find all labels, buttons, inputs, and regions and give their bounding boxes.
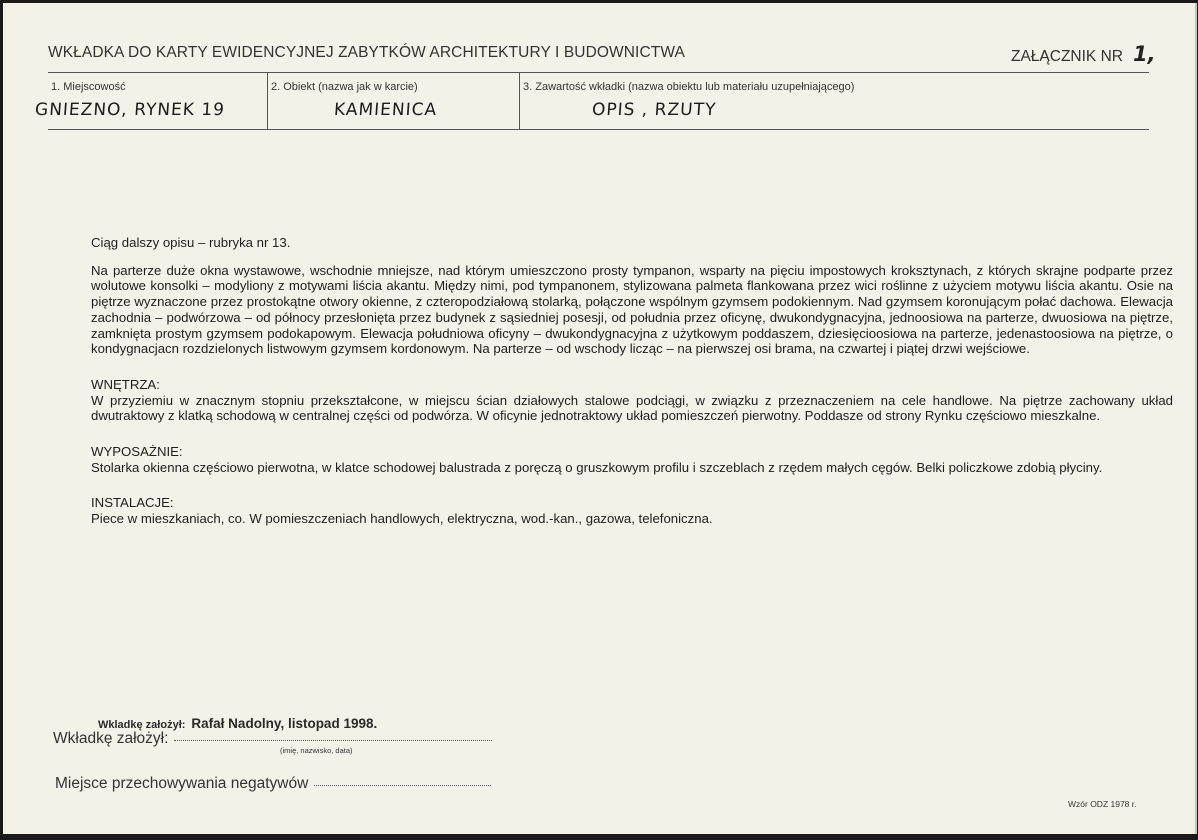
field-contents xyxy=(519,73,1149,129)
form-title: WKŁADKA DO KARTY EWIDENCYJNEJ ZABYTKÓW ARCHITEKTURY I BUDOWNICTWA xyxy=(48,44,685,61)
section-installations-text: Piece w mieszkaniach, co. W pomieszczeniach handlowych, elektryczna, wod.-kan., gazowa, telefoniczna. xyxy=(91,511,713,527)
field-object-value: KAMIENICA xyxy=(333,100,438,120)
negatives-storage-label: Miejsce przechowywania negatywów xyxy=(55,775,309,792)
field-contents-value: OPIS , RZUTY xyxy=(591,100,718,120)
section-interiors-text: W przyziemiu w znacznym stopniu przekształcone, w miejscu ścian działowych stalowe podciągi, w związku z przeznaczeniem na cele handlowe. Na piętrze zachowany układ dwutraktowy z klatką schodową w centralnej części od podwórza. W oficynie jednotraktowy układ pomieszczeń pierwotny. Poddasze od strony Rynku częściowo mieszkalne. xyxy=(91,392,1173,424)
annex-number-value: 1, xyxy=(1132,42,1156,66)
field-contents-label: 3. Zawartość wkładki (nazwa obiektu lub materiału uzupełniającego) xyxy=(523,81,855,93)
section-interiors-heading: WNĘTRZA: xyxy=(91,376,160,392)
form-page xyxy=(3,3,1197,834)
continuation-heading: Ciąg dalszy opisu – rubryka nr 13. xyxy=(91,235,291,250)
facade-description: Na parterze duże okna wystawowe, wschodnie mniejsze, nad którym umieszczono prosty tympanon, wsparty na pięciu impostowych kroksztynach, z których skrajne podparte przez wolutowe konsolki – modyliony z motywami liścia akantu. Między nimi, pod tympanonem, stylizowana palmeta flankowana przez wici roślinne z użyciem motywu liścia akantu. Osie na piętrze wyznaczone przez prostokątne otwory okienne, z czteropodziałową stolarką, połączone wspólnym gzymsem podokiennym. Nad gzymsem koronującym połać dachowa. Elewacja zachodnia – podwórzowa – od północy przesłonięta przez budynek z sąsiedniej posesji, od południa przez oficynę, dwukondygnacyjna, jednoosiowa na parterze, dwuosiowa na piętrze, zamknięta prostym gzymsem podokapowym. Elewacja południowa oficyny – dwukondygnacyjna z użytkowym poddaszem, dziesięcioosiowa na parterze, jedenastoosiowa na piętrze, o kondygnacjacn rozdzielonych listwowym gzymsem kordonowym. Na parterze – od wschody licząc – na pierwszej osi brama, na czwartej i piątej drzwi wejściowe. xyxy=(91,262,1173,357)
header-fields-table xyxy=(34,72,1149,130)
field-locality-value: GNIEZNO, RYNEK 19 xyxy=(34,100,226,120)
annex-label: ZAŁĄCZNIK NR xyxy=(1011,48,1123,65)
field-object xyxy=(267,73,519,129)
section-furnishings-heading: WYPOSAŻNIE: xyxy=(91,444,183,460)
negatives-dotted-line xyxy=(314,784,491,786)
negatives-storage-field xyxy=(55,775,491,793)
founder-dotted-line xyxy=(174,739,492,741)
founder-typed-entry xyxy=(98,716,377,731)
section-installations-heading: INSTALACJE: xyxy=(91,495,174,511)
founder-field xyxy=(53,730,492,748)
founder-typed-value: Rafał Nadolny, listopad 1998. xyxy=(191,716,378,731)
field-object-label: 2. Obiekt (nazwa jak w karcie) xyxy=(271,81,418,93)
field-locality xyxy=(34,73,267,129)
founder-typed-label: Wkladkę założył: xyxy=(98,719,186,731)
annex-number-field xyxy=(1011,42,1156,66)
founder-field-label: Wkładkę założył: xyxy=(53,730,169,747)
field-locality-label: 1. Miejscowość xyxy=(51,81,126,93)
template-mark: Wzór ODZ 1978 r. xyxy=(1068,799,1137,809)
description-body xyxy=(91,235,1173,547)
founder-field-hint: (imię, nazwisko, data) xyxy=(280,746,353,755)
section-furnishings-text: Stolarka okienna częściowo pierwotna, w klatce schodowej balustrada z poręczą o gruszkowym profilu i szczeblach z rzędem małych cęgów. Belki policzkowe zdobią płyciny. xyxy=(91,459,1103,475)
